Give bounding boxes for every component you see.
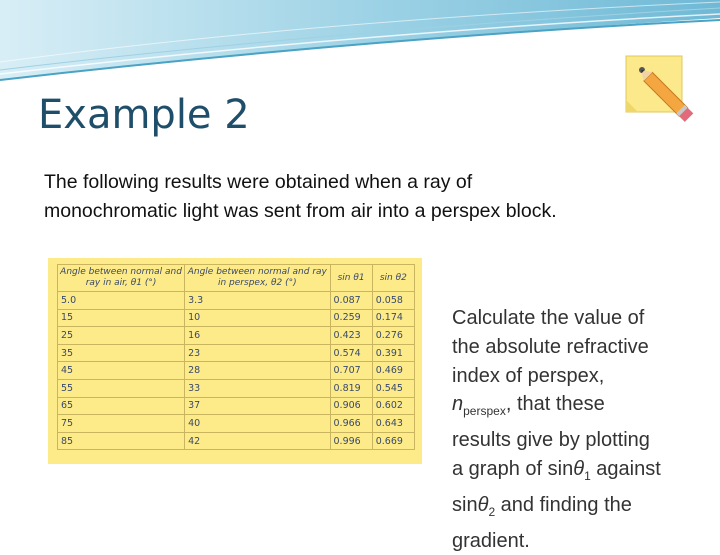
question-line <box>452 491 702 527</box>
table-cell: 45 <box>58 362 185 380</box>
table-row <box>58 292 415 310</box>
table-cell: 0.058 <box>372 292 414 310</box>
table-cell: 28 <box>185 362 330 380</box>
table-cell: 40 <box>185 415 330 433</box>
slide-title: Example 2 <box>38 92 250 138</box>
table-cell: 3.3 <box>185 292 330 310</box>
table-cell: 85 <box>58 432 185 450</box>
table-cell: 0.574 <box>330 344 372 362</box>
intro-text <box>44 168 684 226</box>
header-sin-theta2: sin θ2 <box>372 265 414 292</box>
question-line: results give by plotting <box>452 429 650 452</box>
table-cell: 23 <box>185 344 330 362</box>
question-fragment: , that these <box>505 393 605 416</box>
theta2-symbol: θ <box>477 493 489 516</box>
table-cell: 0.906 <box>330 397 372 415</box>
table-row <box>58 344 415 362</box>
intro-line-2: monochromatic light was sent from air into a perspex block. <box>44 200 557 222</box>
table-cell: 5.0 <box>58 292 185 310</box>
table-cell: 0.391 <box>372 344 414 362</box>
header-sin-theta1: sin θ1 <box>330 265 372 292</box>
question-line: gradient. <box>452 529 530 552</box>
theta2-subscript: 2 <box>488 504 496 519</box>
table-cell: 0.423 <box>330 327 372 345</box>
table-cell: 0.469 <box>372 362 414 380</box>
table-row <box>58 309 415 327</box>
question-fragment: sin <box>452 493 478 516</box>
question-line <box>452 455 702 491</box>
table-cell: 35 <box>58 344 185 362</box>
table-row <box>58 432 415 450</box>
table-cell: 0.602 <box>372 397 414 415</box>
table-cell: 16 <box>185 327 330 345</box>
table-cell: 42 <box>185 432 330 450</box>
table-cell: 33 <box>185 379 330 397</box>
question-line: Calculate the value of <box>452 307 645 329</box>
table-cell: 0.996 <box>330 432 372 450</box>
table-header-row <box>58 265 415 292</box>
table-cell: 25 <box>58 327 185 345</box>
intro-line-1: The following results were obtained when a ray of <box>44 171 473 193</box>
question-line <box>452 390 702 426</box>
table-cell: 10 <box>185 309 330 327</box>
theta1-symbol: θ <box>573 457 585 480</box>
table-row <box>58 397 415 415</box>
table-cell: 0.545 <box>372 379 414 397</box>
header-theta2: Angle between normal and ray in perspex, θ2 (°) <box>185 265 330 292</box>
question-fragment: and finding the <box>495 493 632 516</box>
header-theta1: Angle between normal and ray in air, θ1 (°) <box>58 265 185 292</box>
table-cell: 0.276 <box>372 327 414 345</box>
table-row <box>58 415 415 433</box>
n-subscript: perspex <box>463 404 506 419</box>
table-cell: 0.669 <box>372 432 414 450</box>
table-cell: 0.707 <box>330 362 372 380</box>
table-cell: 0.174 <box>372 309 414 327</box>
table-row <box>58 327 415 345</box>
table-cell: 0.643 <box>372 415 414 433</box>
table-cell: 0.819 <box>330 379 372 397</box>
table-cell: 0.966 <box>330 415 372 433</box>
table-row <box>58 379 415 397</box>
table-cell: 65 <box>58 397 185 415</box>
table-cell: 75 <box>58 415 185 433</box>
results-table-panel <box>48 258 422 464</box>
header-banner <box>0 0 720 90</box>
table-row <box>58 362 415 380</box>
table-cell: 37 <box>185 397 330 415</box>
sticky-note-pencil-icon <box>620 50 700 135</box>
question-fragment: against <box>590 457 661 480</box>
table-cell: 0.259 <box>330 309 372 327</box>
question-fragment: a graph of sin <box>452 457 574 480</box>
results-table <box>57 264 415 450</box>
question-line: index of perspex, <box>452 364 605 387</box>
table-cell: 15 <box>58 309 185 327</box>
question-line: the absolute refractive <box>452 335 649 358</box>
table-cell: 0.087 <box>330 292 372 310</box>
table-cell: 55 <box>58 379 185 397</box>
question-text <box>452 304 702 555</box>
n-symbol: n <box>452 393 464 416</box>
theta1-subscript: 1 <box>584 468 591 483</box>
